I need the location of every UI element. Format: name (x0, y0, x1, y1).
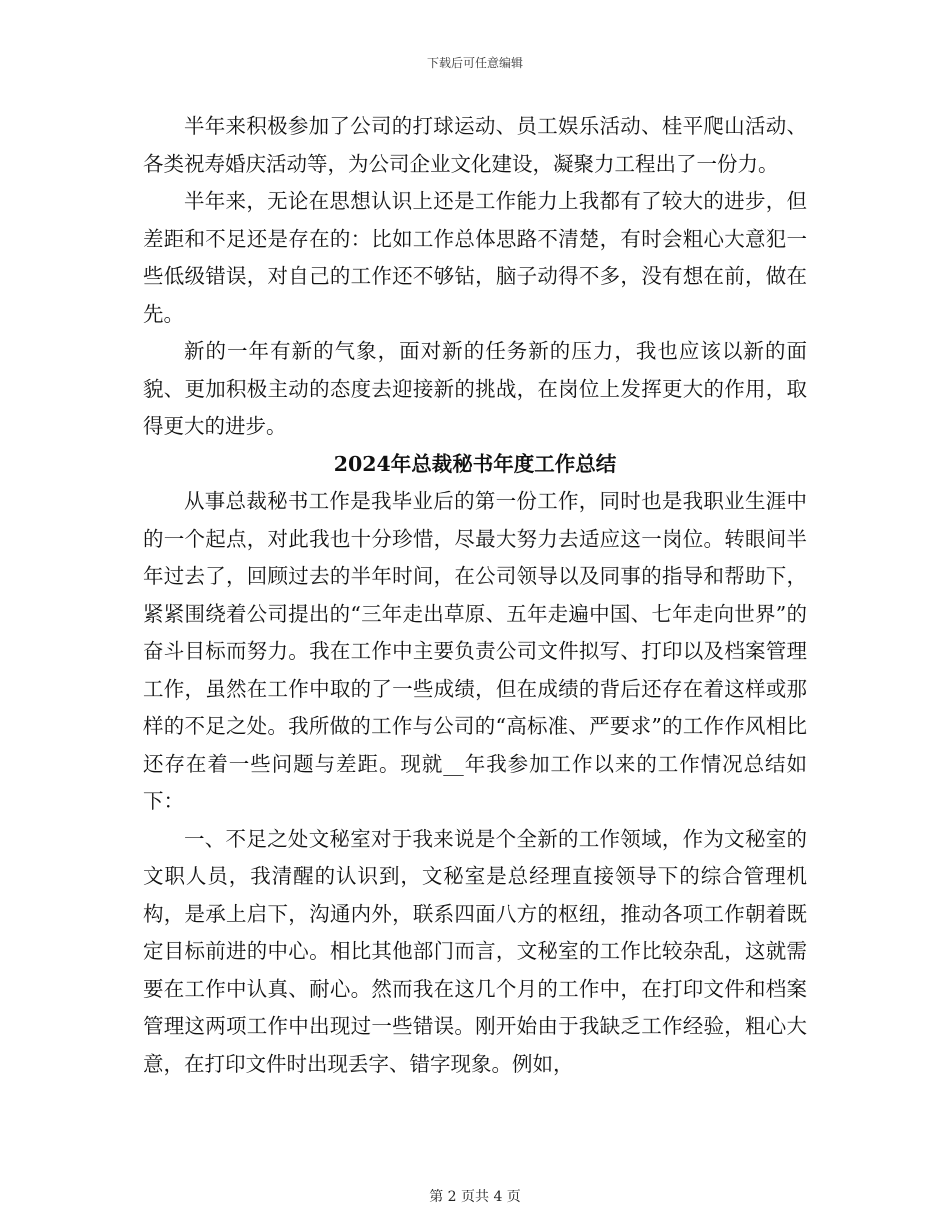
section-title: 2024年总裁秘书年度工作总结 (333, 451, 617, 476)
paragraph: 半年来，无论在思想认识上还是工作能力上我都有了较大的进步，但差距和不足还是存在的：比如工作总体思路不清楚，有时会粗心大意犯一些低级错误，对自己的工作还不够钻，脑子动得不多，没有想在前，做在先。 (143, 189, 807, 326)
paragraph: 半年来积极参加了公司的打球运动、员工娱乐活动、桂平爬山活动、各类祝寿婚庆活动等，为公司企业文化建设，凝聚力工程出了一份力。 (143, 114, 807, 176)
paragraph: 新的一年有新的气象，面对新的任务新的压力，我也应该以新的面貌、更加积极主动的态度去迎接新的挑战，在岗位上发挥更大的作用，取得更大的进步。 (143, 339, 807, 438)
page-footer: 第 2 页共 4 页 (429, 1189, 521, 1205)
document-body (143, 108, 807, 1083)
page-header: 下载后可任意编辑 (426, 56, 523, 70)
paragraph: 一、不足之处文秘室对于我来说是个全新的工作领域，作为文秘室的文职人员，我清醒的认识到，文秘室是总经理直接领导下的综合管理机构，是承上启下，沟通内外，联系四面八方的枢纽，推动各项工作朝着既定目标前进的中心。相比其他部门而言，文秘室的工作比较杂乱，这就需要在工作中认真、耐心。然而我在这几个月的工作中，在打印文件和档案管理这两项工作中出现过一些错误。刚开始由于我缺乏工作经验，粗心大意，在打印文件时出现丢字、错字现象。例如， (143, 826, 807, 1076)
paragraph: 从事总裁秘书工作是我毕业后的第一份工作，同时也是我职业生涯中的一个起点，对此我也十分珍惜，尽最大努力去适应这一岗位。转眼间半年过去了，回顾过去的半年时间，在公司领导以及同事的指导和帮助下，紧紧围绕着公司提出的“三年走出草原、五年走遍中国、七年走向世界”的奋斗目标而努力。我在工作中主要负责公司文件拟写、打印以及档案管理工作，虽然在工作中取的了一些成绩，但在成绩的背后还存在着这样或那样的不足之处。我所做的工作与公司的“高标准、严要求”的工作作风相比还存在着一些问题与差距。现就__年我参加工作以来的工作情况总结如下： (143, 489, 807, 813)
